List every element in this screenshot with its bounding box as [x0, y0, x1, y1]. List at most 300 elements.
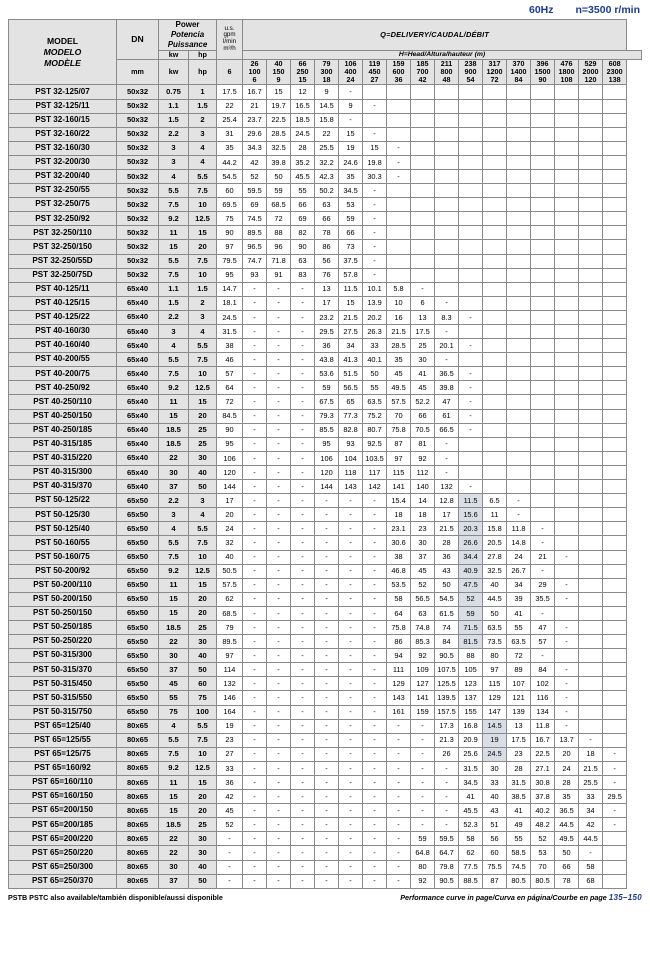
- cell-head-10: [459, 169, 483, 183]
- cell-head-7: [387, 113, 411, 127]
- cell-head-11: 75.5: [483, 860, 507, 874]
- table-row: [9, 381, 642, 395]
- cell-head-4: 67.5: [315, 395, 339, 409]
- cell-hp: 10: [189, 268, 217, 282]
- cell-dn: 65x50: [117, 649, 159, 663]
- cell-head-0: 79: [217, 620, 243, 634]
- cell-head-16: [603, 508, 627, 522]
- cell-head-15: -: [579, 733, 603, 747]
- cell-dn: 65x40: [117, 282, 159, 296]
- table-row: [9, 198, 642, 212]
- cell-head-1: -: [243, 465, 267, 479]
- cell-head-3: 82: [291, 226, 315, 240]
- cell-head-3: -: [291, 818, 315, 832]
- cell-head-3: -: [291, 635, 315, 649]
- cell-head-2: -: [267, 677, 291, 691]
- cell-head-6: 92.5: [363, 437, 387, 451]
- cell-head-12: [507, 85, 531, 99]
- cell-head-4: -: [315, 719, 339, 733]
- table-row: [9, 761, 642, 775]
- cell-head-13: [531, 169, 555, 183]
- cell-head-10: 47.5: [459, 578, 483, 592]
- cell-head-4: -: [315, 804, 339, 818]
- cell-head-10: 88.5: [459, 874, 483, 888]
- cell-head-6: -: [363, 198, 387, 212]
- cell-head-16: [603, 437, 627, 451]
- cell-head-6: -: [363, 747, 387, 761]
- flow-column-12: 370 1400 84: [507, 59, 531, 85]
- cell-head-10: [459, 353, 483, 367]
- cell-head-5: 27.5: [339, 325, 363, 339]
- cell-head-7: 35: [387, 353, 411, 367]
- cell-head-10: [459, 198, 483, 212]
- cell-head-0: 95: [217, 437, 243, 451]
- cell-head-11: 115: [483, 677, 507, 691]
- cell-head-5: 15: [339, 296, 363, 310]
- cell-head-8: 127: [411, 677, 435, 691]
- flow-column-3: 66 250 15: [291, 59, 315, 85]
- cell-head-6: 50: [363, 367, 387, 381]
- cell-head-16: [603, 310, 627, 324]
- pump-performance-table: [8, 19, 642, 889]
- cell-dn: 50x32: [117, 212, 159, 226]
- cell-kw: 15: [159, 592, 189, 606]
- cell-head-14: [555, 353, 579, 367]
- cell-head-14: -: [555, 719, 579, 733]
- cell-head-9: [435, 282, 459, 296]
- cell-kw: 1.1: [159, 99, 189, 113]
- cell-head-2: -: [267, 832, 291, 846]
- cell-head-0: -: [217, 860, 243, 874]
- cell-head-16: [603, 860, 627, 874]
- cell-head-8: 64.8: [411, 846, 435, 860]
- cell-head-16: [603, 169, 627, 183]
- cell-head-15: [579, 451, 603, 465]
- cell-head-14: 66: [555, 860, 579, 874]
- cell-hp: 15: [189, 776, 217, 790]
- cell-head-5: -: [339, 747, 363, 761]
- cell-head-13: [531, 353, 555, 367]
- cell-head-3: -: [291, 522, 315, 536]
- cell-model: PST 50-200/150: [9, 592, 117, 606]
- cell-head-7: -: [387, 776, 411, 790]
- cell-head-7: 75.8: [387, 423, 411, 437]
- cell-head-14: -: [555, 578, 579, 592]
- cell-head-14: -: [555, 663, 579, 677]
- cell-head-4: -: [315, 733, 339, 747]
- footer: [8, 893, 642, 902]
- cell-head-3: -: [291, 325, 315, 339]
- cell-head-15: [579, 508, 603, 522]
- cell-head-16: -: [603, 747, 627, 761]
- cell-head-9: 90.5: [435, 649, 459, 663]
- cell-head-4: -: [315, 508, 339, 522]
- cell-kw: 15: [159, 804, 189, 818]
- cell-head-8: 109: [411, 663, 435, 677]
- cell-head-16: [603, 550, 627, 564]
- cell-dn: 65x50: [117, 592, 159, 606]
- cell-dn: 65x50: [117, 550, 159, 564]
- cell-head-4: 76: [315, 268, 339, 282]
- cell-kw: 3: [159, 141, 189, 155]
- footer-curve-text: Performance curve in page/Curva en página/Courbe en page: [400, 892, 607, 902]
- cell-head-2: -: [267, 480, 291, 494]
- cell-head-11: [483, 99, 507, 113]
- cell-head-9: -: [435, 804, 459, 818]
- cell-head-0: 64: [217, 381, 243, 395]
- cell-head-12: [507, 296, 531, 310]
- cell-head-2: 32.5: [267, 141, 291, 155]
- cell-head-6: -: [363, 212, 387, 226]
- flow-column-10: 238 900 54: [459, 59, 483, 85]
- cell-head-13: 80.5: [531, 874, 555, 888]
- cell-hp: 75: [189, 691, 217, 705]
- cell-head-15: [579, 635, 603, 649]
- cell-model: PST 32-200/40: [9, 169, 117, 183]
- cell-head-10: -: [459, 423, 483, 437]
- cell-head-1: -: [243, 733, 267, 747]
- cell-head-16: [603, 592, 627, 606]
- cell-head-5: -: [339, 564, 363, 578]
- cell-head-8: 52: [411, 578, 435, 592]
- cell-head-5: -: [339, 776, 363, 790]
- header-kw-unit: kw: [159, 59, 189, 85]
- header-model-fr: MODÈLE: [44, 57, 81, 68]
- cell-head-16: [603, 480, 627, 494]
- cell-head-2: -: [267, 747, 291, 761]
- cell-head-9: 125.5: [435, 677, 459, 691]
- cell-head-10: [459, 212, 483, 226]
- cell-model: PST 50-315/300: [9, 649, 117, 663]
- cell-head-0: 31: [217, 127, 243, 141]
- cell-dn: 65x50: [117, 620, 159, 634]
- cell-head-13: [531, 226, 555, 240]
- cell-hp: 15: [189, 578, 217, 592]
- cell-head-16: [603, 226, 627, 240]
- cell-head-8: -: [411, 761, 435, 775]
- cell-kw: 22: [159, 832, 189, 846]
- cell-head-0: 57: [217, 367, 243, 381]
- cell-head-2: -: [267, 395, 291, 409]
- cell-head-13: [531, 508, 555, 522]
- cell-head-9: -: [435, 325, 459, 339]
- cell-head-4: -: [315, 818, 339, 832]
- cell-head-12: -: [507, 494, 531, 508]
- header-dn-unit: mm: [117, 59, 159, 85]
- table-row: [9, 620, 642, 634]
- cell-head-9: 50: [435, 578, 459, 592]
- cell-head-15: -: [579, 846, 603, 860]
- cell-head-5: 65: [339, 395, 363, 409]
- cell-head-5: -: [339, 691, 363, 705]
- table-row: [9, 184, 642, 198]
- cell-head-16: [603, 395, 627, 409]
- cell-head-15: [579, 606, 603, 620]
- cell-head-13: 21: [531, 550, 555, 564]
- cell-head-10: 25.6: [459, 747, 483, 761]
- cell-head-5: -: [339, 578, 363, 592]
- cell-head-7: [387, 226, 411, 240]
- cell-head-12: 89: [507, 663, 531, 677]
- cell-head-1: 34.3: [243, 141, 267, 155]
- cell-head-15: [579, 494, 603, 508]
- cell-hp: 10: [189, 367, 217, 381]
- cell-head-6: -: [363, 804, 387, 818]
- table-row: [9, 310, 642, 324]
- cell-head-9: 74: [435, 620, 459, 634]
- cell-head-5: -: [339, 663, 363, 677]
- cell-head-13: 102: [531, 677, 555, 691]
- cell-head-14: -: [555, 592, 579, 606]
- cell-head-9: 64.7: [435, 846, 459, 860]
- table-row: [9, 113, 642, 127]
- cell-head-15: [579, 254, 603, 268]
- cell-head-0: 24.5: [217, 310, 243, 324]
- cell-hp: 4: [189, 325, 217, 339]
- cell-head-13: 29: [531, 578, 555, 592]
- cell-head-6: -: [363, 832, 387, 846]
- cell-head-10: [459, 127, 483, 141]
- cell-head-2: -: [267, 465, 291, 479]
- cell-head-8: -: [411, 733, 435, 747]
- cell-head-0: 90: [217, 226, 243, 240]
- cell-head-7: 5.8: [387, 282, 411, 296]
- cell-model: PST 40-315/220: [9, 451, 117, 465]
- cell-head-5: -: [339, 818, 363, 832]
- cell-head-14: [555, 155, 579, 169]
- cell-head-11: [483, 240, 507, 254]
- cell-kw: 0.75: [159, 85, 189, 99]
- cell-head-3: -: [291, 437, 315, 451]
- cell-head-5: -: [339, 508, 363, 522]
- cell-head-6: -: [363, 635, 387, 649]
- cell-head-2: -: [267, 790, 291, 804]
- cell-head-3: -: [291, 649, 315, 663]
- cell-head-15: 18: [579, 747, 603, 761]
- cell-head-8: 13: [411, 310, 435, 324]
- cell-head-8: [411, 212, 435, 226]
- table-row: [9, 325, 642, 339]
- cell-model: PST 40-250/92: [9, 381, 117, 395]
- cell-kw: 22: [159, 846, 189, 860]
- flow-column-11: 317 1200 72: [483, 59, 507, 85]
- cell-head-2: -: [267, 578, 291, 592]
- cell-dn: 80x65: [117, 747, 159, 761]
- cell-hp: 12.5: [189, 564, 217, 578]
- cell-head-7: 38: [387, 550, 411, 564]
- cell-head-1: -: [243, 846, 267, 860]
- table-row: [9, 494, 642, 508]
- cell-head-8: 92: [411, 874, 435, 888]
- cell-head-16: 29.5: [603, 790, 627, 804]
- flow-column-1: 26 100 6: [243, 59, 267, 85]
- cell-hp: 25: [189, 423, 217, 437]
- cell-head-8: 52.2: [411, 395, 435, 409]
- cell-head-9: [435, 169, 459, 183]
- cell-kw: 5.5: [159, 353, 189, 367]
- cell-head-15: [579, 522, 603, 536]
- cell-head-6: -: [363, 677, 387, 691]
- cell-kw: 37: [159, 663, 189, 677]
- cell-head-7: [387, 254, 411, 268]
- cell-dn: 80x65: [117, 832, 159, 846]
- cell-model: PST 40-125/22: [9, 310, 117, 324]
- cell-hp: 10: [189, 747, 217, 761]
- cell-head-16: [603, 240, 627, 254]
- cell-head-11: [483, 155, 507, 169]
- cell-head-3: -: [291, 310, 315, 324]
- cell-head-5: -: [339, 804, 363, 818]
- cell-head-13: [531, 141, 555, 155]
- cell-head-4: 95: [315, 437, 339, 451]
- cell-dn: 65x50: [117, 536, 159, 550]
- cell-hp: 10: [189, 550, 217, 564]
- cell-head-0: 54.5: [217, 169, 243, 183]
- cell-head-12: 80.5: [507, 874, 531, 888]
- cell-head-1: -: [243, 480, 267, 494]
- cell-head-3: -: [291, 339, 315, 353]
- cell-head-0: 84.5: [217, 409, 243, 423]
- cell-head-15: [579, 127, 603, 141]
- cell-kw: 3: [159, 508, 189, 522]
- cell-head-12: 41: [507, 606, 531, 620]
- cell-model: PST 50-200/110: [9, 578, 117, 592]
- cell-head-6: 40.1: [363, 353, 387, 367]
- cell-head-6: -: [363, 240, 387, 254]
- cell-head-8: 23: [411, 522, 435, 536]
- cell-head-14: [555, 212, 579, 226]
- cell-dn: 50x32: [117, 254, 159, 268]
- cell-head-14: -: [555, 677, 579, 691]
- cell-head-3: -: [291, 719, 315, 733]
- cell-head-10: [459, 113, 483, 127]
- cell-dn: 65x40: [117, 480, 159, 494]
- cell-head-12: [507, 198, 531, 212]
- cell-dn: 80x65: [117, 776, 159, 790]
- header-power-fr: Puissance: [167, 40, 208, 49]
- cell-head-0: 45: [217, 804, 243, 818]
- cell-hp: 3: [189, 127, 217, 141]
- cell-head-10: 20.3: [459, 522, 483, 536]
- cell-kw: 7.5: [159, 550, 189, 564]
- cell-head-2: -: [267, 846, 291, 860]
- cell-head-9: 47: [435, 395, 459, 409]
- cell-dn: 65x50: [117, 522, 159, 536]
- cell-head-9: 107.5: [435, 663, 459, 677]
- table-row: [9, 155, 642, 169]
- cell-head-1: -: [243, 494, 267, 508]
- cell-head-3: -: [291, 761, 315, 775]
- cell-head-1: 21: [243, 99, 267, 113]
- cell-head-14: [555, 226, 579, 240]
- cell-head-3: -: [291, 790, 315, 804]
- cell-head-3: -: [291, 747, 315, 761]
- cell-head-12: [507, 437, 531, 451]
- cell-head-11: [483, 451, 507, 465]
- cell-hp: 40: [189, 465, 217, 479]
- cell-head-15: [579, 198, 603, 212]
- cell-head-11: [483, 381, 507, 395]
- cell-head-14: [555, 480, 579, 494]
- cell-head-6: 26.3: [363, 325, 387, 339]
- cell-head-1: -: [243, 832, 267, 846]
- cell-dn: 65x40: [117, 409, 159, 423]
- cell-head-14: 35: [555, 790, 579, 804]
- cell-head-13: -: [531, 536, 555, 550]
- cell-head-8: 92: [411, 451, 435, 465]
- cell-model: PST 50-125/40: [9, 522, 117, 536]
- cell-head-6: 30.3: [363, 169, 387, 183]
- cell-head-14: [555, 198, 579, 212]
- cell-head-5: 15: [339, 127, 363, 141]
- cell-head-6: 13.9: [363, 296, 387, 310]
- cell-kw: 18.5: [159, 620, 189, 634]
- cell-head-3: -: [291, 804, 315, 818]
- cell-hp: 7.5: [189, 353, 217, 367]
- cell-head-6: 15: [363, 141, 387, 155]
- table-row: [9, 395, 642, 409]
- speed-label: n=3500 r/min: [575, 4, 640, 16]
- cell-head-7: 30.6: [387, 536, 411, 550]
- cell-head-0: 97: [217, 240, 243, 254]
- cell-head-9: 36.5: [435, 367, 459, 381]
- cell-hp: 5.5: [189, 522, 217, 536]
- cell-head-5: 51.5: [339, 367, 363, 381]
- cell-kw: 4: [159, 169, 189, 183]
- cell-head-7: 57.5: [387, 395, 411, 409]
- cell-head-11: 50: [483, 606, 507, 620]
- cell-model: PST 32-250/55D: [9, 254, 117, 268]
- cell-head-14: -: [555, 550, 579, 564]
- cell-kw: 3: [159, 325, 189, 339]
- cell-head-7: 70: [387, 409, 411, 423]
- cell-head-13: 47: [531, 620, 555, 634]
- cell-head-9: 59.5: [435, 832, 459, 846]
- cell-head-11: [483, 268, 507, 282]
- cell-head-5: 41.3: [339, 353, 363, 367]
- cell-head-10: [459, 85, 483, 99]
- cell-head-8: 59: [411, 832, 435, 846]
- cell-head-3: 66: [291, 198, 315, 212]
- cell-head-0: 38: [217, 339, 243, 353]
- cell-head-13: -: [531, 649, 555, 663]
- cell-head-7: 141: [387, 480, 411, 494]
- table-row: [9, 776, 642, 790]
- cell-head-8: [411, 99, 435, 113]
- cell-kw: 30: [159, 465, 189, 479]
- cell-head-16: [603, 606, 627, 620]
- cell-head-6: 63.5: [363, 395, 387, 409]
- cell-head-10: 88: [459, 649, 483, 663]
- cell-head-8: 140: [411, 480, 435, 494]
- cell-head-6: -: [363, 649, 387, 663]
- cell-head-12: 72: [507, 649, 531, 663]
- cell-hp: 40: [189, 649, 217, 663]
- flow-column-16: 608 2300 138: [603, 59, 627, 85]
- table-row: [9, 818, 642, 832]
- cell-head-15: [579, 691, 603, 705]
- cell-head-4: 42.3: [315, 169, 339, 183]
- cell-head-3: 45.5: [291, 169, 315, 183]
- cell-head-11: [483, 353, 507, 367]
- cell-head-16: [603, 99, 627, 113]
- cell-head-13: 16.7: [531, 733, 555, 747]
- cell-head-11: [483, 339, 507, 353]
- cell-head-3: -: [291, 508, 315, 522]
- flow-column-4: 79 300 18: [315, 59, 339, 85]
- cell-head-9: 21.5: [435, 522, 459, 536]
- cell-head-3: -: [291, 395, 315, 409]
